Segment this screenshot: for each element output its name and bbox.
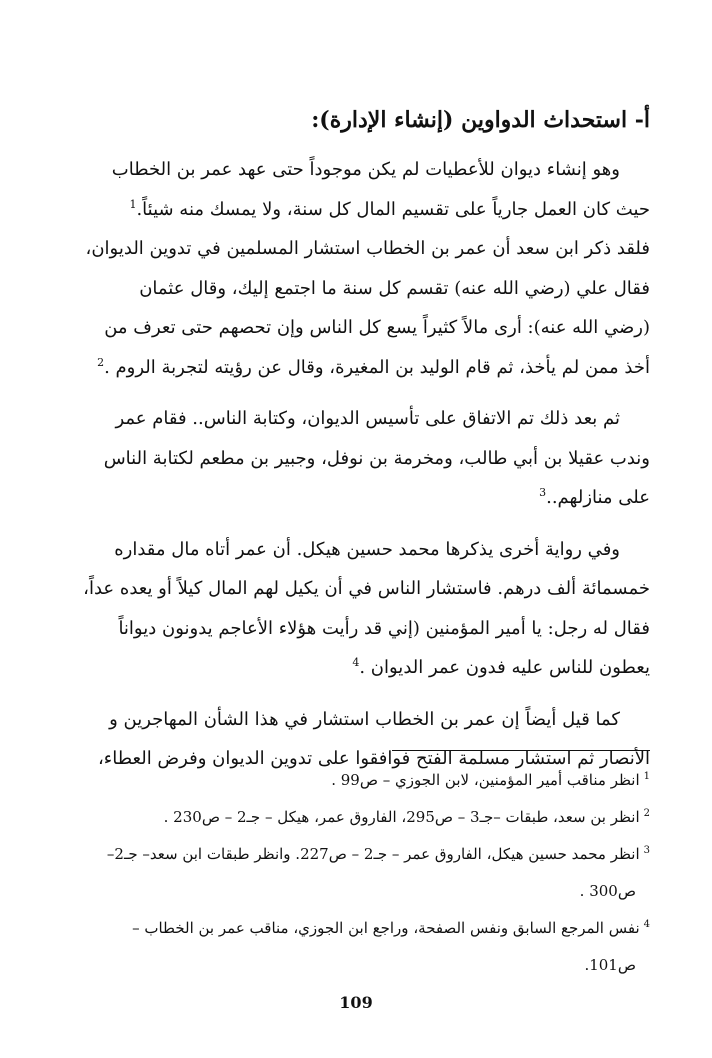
footnote-ref[interactable]: 2	[97, 355, 105, 369]
footnote-number: 4	[643, 919, 650, 930]
text-line: وفي رواية أخرى يذكرها محمد حسين هيكل. أن عمر أتاه مال مقداره	[114, 538, 620, 560]
paragraph-1	[62, 150, 650, 387]
footnotes	[62, 762, 650, 984]
text-line: على منازلهم..$^3$	[539, 486, 650, 508]
paragraph-3	[62, 530, 650, 688]
text-line: خمسمائة ألف درهم. فاستشار الناس في أن يكيل لهم المال كيلاً أو يعده عداً،	[83, 578, 650, 599]
footnote-1	[62, 762, 650, 799]
section-heading: أ- استحداث الدواوين (إنشاء الإدارة):	[311, 107, 650, 133]
footnote-3	[62, 836, 650, 910]
text-line: أخذ ممن لم يأخذ، ثم قام الوليد بن المغيرة، وقال عن رؤيته لتجربة الروم .$^2$	[97, 355, 650, 378]
text-line: فقال علي (رضي الله عنه) تقسم كل سنة ما اجتمع إليك، وقال عثمان	[139, 277, 650, 299]
text-line: وهو إنشاء ديوان للأعطيات لم يكن موجوداً حتى عهد عمر بن الخطاب	[111, 159, 620, 180]
footnote-text: انظر بن سعد، طبقات –جـ3 – ص295، الفاروق عمر، هيكل – جـ2 – ص230 .	[163, 808, 640, 826]
footnote-ref[interactable]: 3	[539, 486, 547, 499]
footnote-2	[62, 799, 650, 836]
text-line: يعطون للناس عليه فدون عمر الديوان .$^4$	[352, 656, 650, 678]
footnote-number: 2	[643, 808, 650, 819]
text-line: حيث كان العمل جارياً على تقسيم المال كل سنة، ولا يمسك منه شيئاً.$^1$	[129, 197, 650, 220]
footnote-number: 1	[643, 771, 650, 782]
footnote-ref[interactable]: 4	[352, 656, 360, 669]
text-line: فلقد ذكر ابن سعد أن عمر بن الخطاب استشار المسلمين في تدوين الديوان،	[85, 238, 650, 259]
footnote-number: 3	[643, 845, 650, 856]
body-text	[62, 150, 650, 791]
footnote-separator	[392, 750, 650, 751]
text-line: كما قيل أيضاً إن عمر بن الخطاب استشار في هذا الشأن المهاجرين و	[109, 708, 620, 730]
text-line: وندب عقيلا بن أبي طالب، ومخرمة بن نوفل، وجبير بن مطعم لكتابة الناس	[103, 447, 650, 469]
text-line: ثم بعد ذلك تم الاتفاق على تأسيس الديوان، وكتابة الناس.. فقام عمر	[115, 408, 620, 429]
footnote-text: نفس المرجع السابق ونفس الصفحة، وراجع ابن الجوزي، مناقب عمر بن الخطاب –	[132, 919, 640, 937]
footnote-text-continued: ص300 .	[579, 882, 636, 900]
text-line: (رضي الله عنه): أرى مالاً كثيراً يسع كل الناس وإن تحصهم حتى تعرف من	[104, 317, 650, 338]
page-number: 109	[339, 993, 373, 1012]
footnote-4	[62, 910, 650, 984]
footnote-text: انظر محمد حسين هيكل، الفاروق عمر – جـ2 – ص227. وانظر طبقات ابن سعد– جـ2–	[106, 845, 640, 863]
footnote-text: انظر مناقب أمير المؤمنين، لابن الجوزي – ص99 .	[331, 771, 640, 789]
paragraph-2	[62, 399, 650, 518]
footnote-text-continued: ص101.	[584, 956, 636, 974]
text-line: فقال له رجل: يا أمير المؤمنين (إني قد رأيت هؤلاء الأعاجم يدونون ديواناً	[118, 617, 650, 639]
text-line: الأنصار ثم استشار مسلمة الفتح فوافقوا على تدوين الديوان وفرض العطاء،	[98, 748, 650, 769]
footnote-ref[interactable]: 1	[129, 197, 137, 211]
